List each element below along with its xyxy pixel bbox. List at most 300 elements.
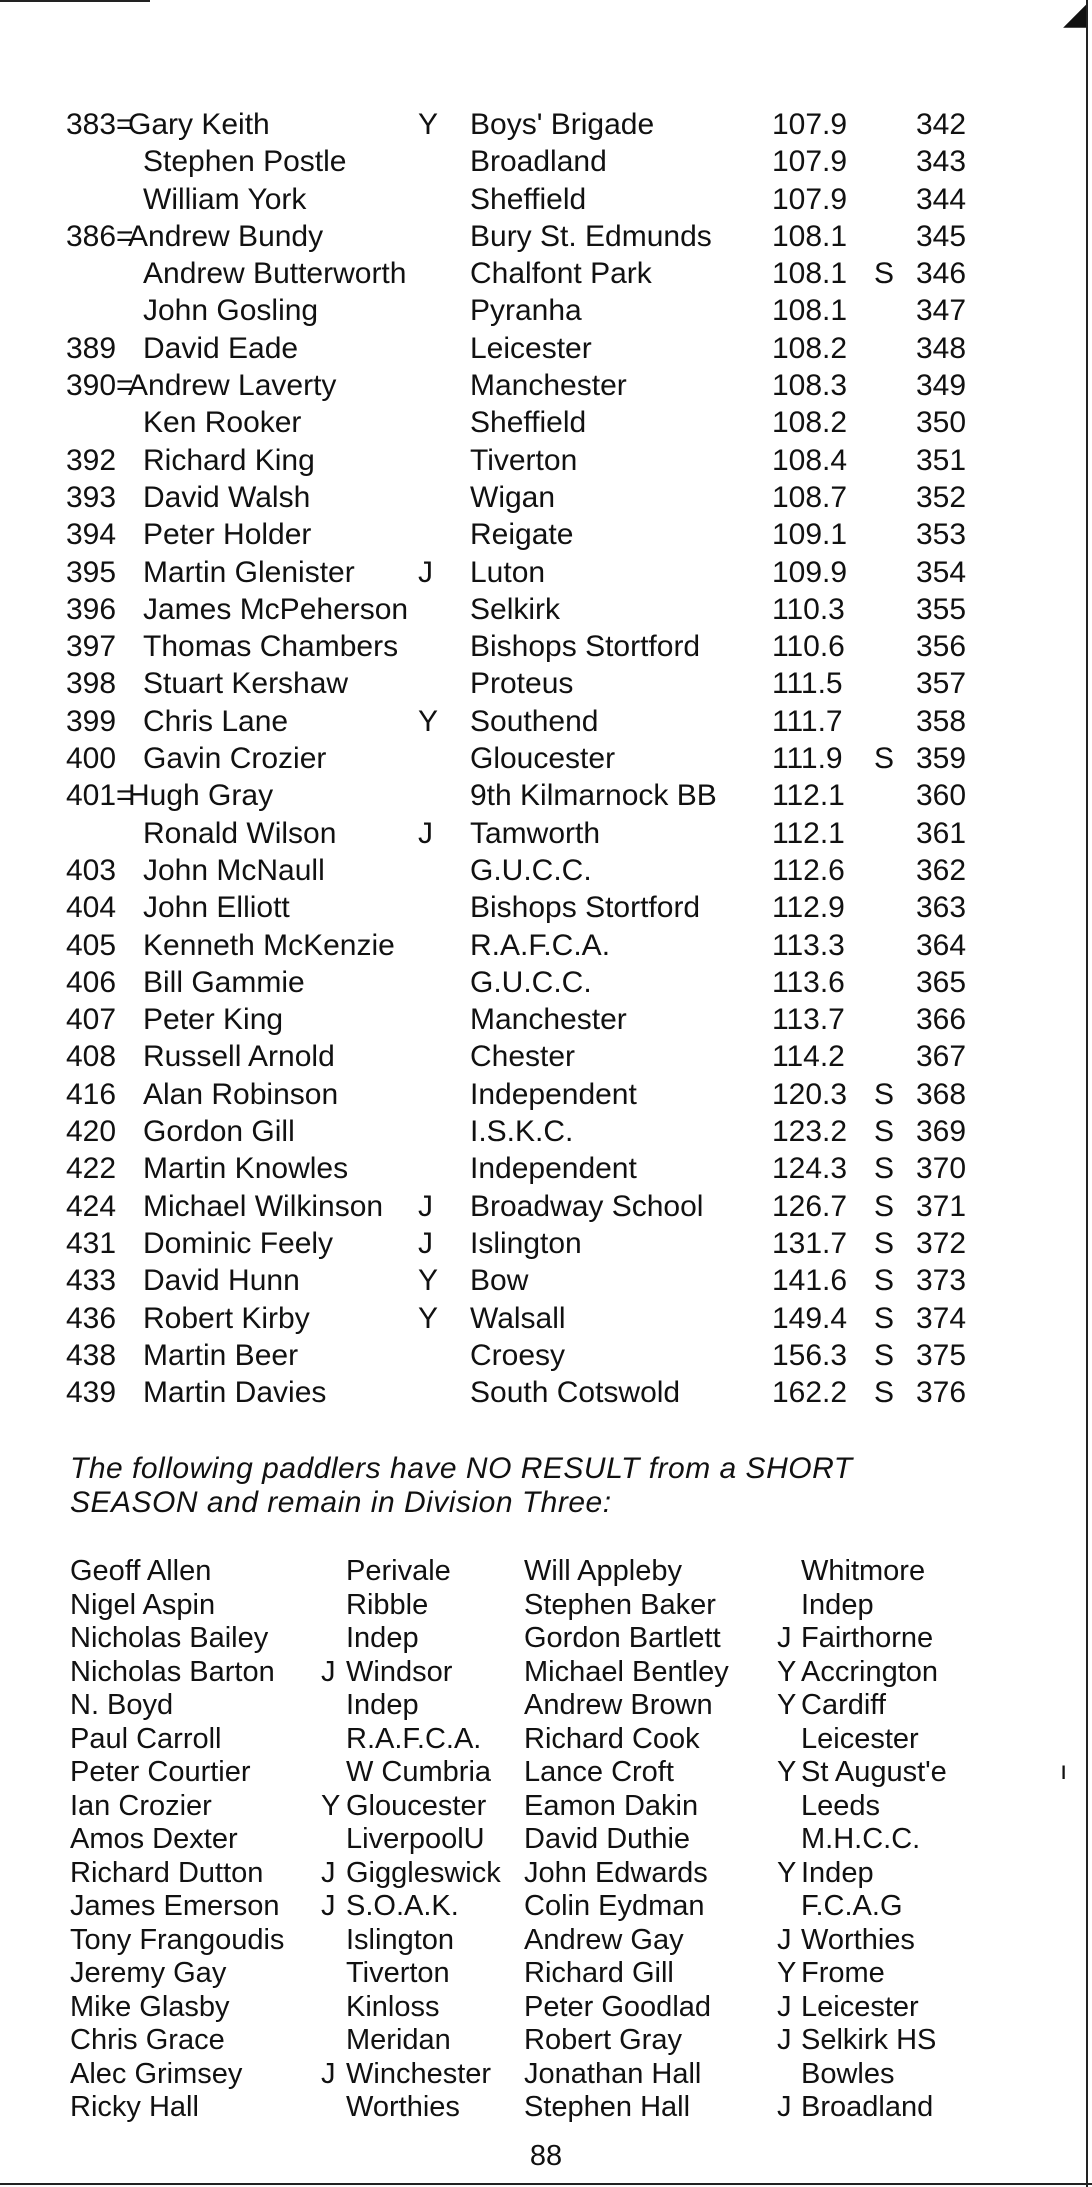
paddler-name: Stephen Baker (524, 1588, 716, 1621)
position-cell: 408 (66, 1040, 117, 1074)
paddler-name: Kenneth McKenzie (143, 928, 395, 962)
paddler-name: Stephen Postle (143, 145, 347, 179)
no-result-row (70, 1656, 1010, 1690)
paddler-name: James Emerson (70, 1890, 280, 1922)
club-cell: Fairthorne (801, 1622, 934, 1654)
club-cell: Indep (346, 1689, 419, 1721)
number-cell: 362 (916, 853, 967, 887)
club-cell: Bury St. Edmunds (470, 219, 712, 253)
position-cell: 431 (66, 1226, 117, 1260)
club-cell: Broadway School (470, 1189, 704, 1223)
number-cell: 350 (916, 406, 967, 440)
time-cell: 126.7 (772, 1189, 848, 1223)
club-cell: S.O.A.K. (346, 1890, 459, 1922)
number-cell: 372 (916, 1226, 967, 1260)
club-cell: Worthies (801, 1923, 915, 1956)
category-cell: J (777, 2024, 792, 2056)
flag-cell: S (874, 1189, 895, 1223)
time-cell: 110.3 (772, 592, 845, 626)
paddler-name: Jeremy Gay (70, 1957, 227, 1989)
club-cell: Leicester (470, 331, 592, 365)
category-cell: Y (418, 108, 439, 141)
club-cell: Tamworth (470, 816, 601, 850)
position-cell: 386= (66, 219, 134, 253)
paddler-name: Andrew Bundy (128, 219, 324, 253)
note-line-2: SEASON and remain in Division Three: (70, 1486, 612, 1519)
club-cell: Windsor (346, 1655, 453, 1688)
category-cell: Y (418, 1301, 439, 1335)
no-result-row (70, 1823, 1010, 1857)
position-cell: 420 (66, 1115, 117, 1149)
number-cell: 356 (916, 630, 967, 664)
club-cell: G.U.C.C. (470, 965, 592, 999)
category-cell: J (418, 555, 433, 589)
number-cell: 343 (916, 145, 967, 179)
position-cell: 394 (66, 518, 117, 552)
results-table (66, 106, 986, 1411)
flag-cell: S (874, 1115, 895, 1149)
category-cell: Y (777, 1957, 797, 1989)
time-cell: 120.3 (772, 1077, 848, 1111)
number-cell: 371 (916, 1189, 967, 1223)
club-cell: Tiverton (470, 443, 578, 477)
club-cell: Croesy (470, 1338, 566, 1372)
time-cell: 124.3 (772, 1152, 848, 1186)
number-cell: 342 (916, 108, 967, 141)
result-row (66, 1001, 986, 1038)
result-row (66, 740, 986, 777)
club-cell: Indep (801, 1856, 874, 1889)
club-cell: Meridan (346, 2024, 451, 2056)
category-cell: Y (777, 1655, 797, 1688)
club-cell: F.C.A.G (801, 1890, 903, 1922)
time-cell: 110.6 (772, 630, 845, 664)
paddler-name: Peter Goodlad (524, 1990, 712, 2023)
no-result-row (70, 1723, 1010, 1757)
paddler-name: Stephen Hall (524, 2091, 691, 2123)
club-cell: Broadland (470, 145, 607, 179)
result-row (66, 218, 986, 255)
club-cell: Southend (470, 704, 599, 738)
category-cell: Y (321, 1789, 341, 1822)
result-row (66, 1225, 986, 1262)
paddler-name: Will Appleby (524, 1555, 682, 1587)
paddler-name: Chris Lane (143, 704, 289, 738)
paddler-name: Martin Knowles (143, 1152, 349, 1186)
position-cell: 406 (66, 965, 117, 999)
club-cell: Accrington (801, 1655, 939, 1688)
position-cell: 399 (66, 704, 117, 738)
club-cell: Bowles (801, 2057, 895, 2090)
club-cell: Bishops Stortford (470, 630, 701, 664)
paddler-name: James McPeherson (143, 592, 409, 626)
flag-cell: S (874, 1226, 895, 1260)
result-row (66, 889, 986, 926)
note-line-1: The following paddlers have NO RESULT from a SHORT (70, 1452, 853, 1485)
number-cell: 344 (916, 182, 967, 216)
flag-cell: S (874, 1376, 895, 1410)
number-cell: 358 (916, 704, 967, 738)
number-cell: 353 (916, 518, 967, 552)
paddler-name: Lance Croft (524, 1756, 674, 1788)
time-cell: 112.9 (772, 891, 845, 925)
time-cell: 108.7 (772, 480, 848, 514)
time-cell: 123.2 (772, 1115, 848, 1149)
number-cell: 376 (916, 1376, 967, 1410)
result-row (66, 1300, 986, 1337)
paddler-name: Ronald Wilson (143, 816, 337, 850)
position-cell: 433 (66, 1264, 117, 1298)
paddler-name: Gordon Gill (143, 1115, 295, 1149)
club-cell: R.A.F.C.A. (346, 1722, 482, 1755)
corner-mark-icon: ◢ (1063, 0, 1087, 31)
paddler-name: John Elliott (143, 891, 290, 925)
number-cell: 368 (916, 1077, 967, 1111)
time-cell: 111.9 (772, 742, 843, 776)
club-cell: Leicester (801, 1990, 919, 2023)
paddler-name: Gavin Crozier (143, 742, 327, 776)
position-cell: 438 (66, 1338, 117, 1372)
club-cell: South Cotswold (470, 1376, 681, 1410)
position-cell: 383= (66, 108, 134, 141)
club-cell: LiverpoolU (346, 1823, 485, 1855)
position-cell: 397 (66, 630, 117, 664)
result-row (66, 1337, 986, 1374)
result-row (66, 777, 986, 814)
club-cell: Islington (470, 1226, 582, 1260)
club-cell: Proteus (470, 667, 574, 701)
number-cell: 373 (916, 1264, 967, 1298)
club-cell: St August'e (801, 1756, 947, 1788)
paddler-name: Chris Grace (70, 2024, 225, 2056)
time-cell: 108.1 (772, 257, 848, 291)
time-cell: 113.7 (772, 1003, 845, 1037)
no-result-note (70, 1452, 990, 1520)
time-cell: 162.2 (772, 1376, 848, 1410)
paddler-name: William York (143, 182, 307, 216)
paddler-name: Alan Robinson (143, 1077, 339, 1111)
club-cell: Giggleswick (346, 1856, 501, 1889)
category-cell: J (777, 1990, 792, 2023)
category-cell: Y (418, 1264, 439, 1298)
position-cell: 396 (66, 592, 117, 626)
number-cell: 348 (916, 331, 967, 365)
no-result-row (70, 1622, 1010, 1656)
result-row (66, 927, 986, 964)
club-cell: G.U.C.C. (470, 853, 592, 887)
result-row (66, 1076, 986, 1113)
paddler-name: N. Boyd (70, 1689, 174, 1721)
club-cell: Kinloss (346, 1990, 440, 2023)
paddler-name: Thomas Chambers (143, 630, 399, 664)
category-cell: J (321, 1856, 336, 1889)
result-row (66, 255, 986, 292)
no-result-row (70, 1857, 1010, 1891)
club-cell: Selkirk HS (801, 2024, 937, 2056)
position-cell: 439 (66, 1376, 117, 1410)
category-cell: J (418, 1189, 433, 1223)
number-cell: 365 (916, 965, 967, 999)
paddler-name: Ian Crozier (70, 1789, 212, 1822)
time-cell: 112.1 (772, 816, 845, 850)
category-cell: Y (777, 1856, 797, 1889)
club-cell: Manchester (470, 369, 627, 403)
club-cell: Ribble (346, 1588, 429, 1621)
no-result-row (70, 1689, 1010, 1723)
paddler-name: Dominic Feely (143, 1226, 334, 1260)
result-row (66, 1188, 986, 1225)
category-cell: Y (777, 1756, 797, 1788)
club-cell: Boys' Brigade (470, 108, 655, 141)
time-cell: 108.4 (772, 443, 848, 477)
club-cell: R.A.F.C.A. (470, 928, 611, 962)
no-result-row (70, 1924, 1010, 1958)
position-cell: 405 (66, 928, 117, 962)
club-cell: M.H.C.C. (801, 1823, 921, 1855)
no-result-list (70, 1555, 1010, 2125)
no-result-row (70, 2091, 1010, 2125)
stray-tick-mark: ı (1060, 1755, 1068, 1785)
club-cell: Bishops Stortford (470, 891, 701, 925)
club-cell: Indep (346, 1622, 419, 1654)
number-cell: 347 (916, 294, 967, 328)
flag-cell: S (874, 1264, 895, 1298)
category-cell: J (777, 2091, 792, 2123)
result-row (66, 404, 986, 441)
result-row (66, 516, 986, 553)
number-cell: 366 (916, 1003, 967, 1037)
position-cell: 392 (66, 443, 117, 477)
result-row (66, 628, 986, 665)
paddler-name: Nigel Aspin (70, 1588, 216, 1621)
right-edge-rule (1086, 0, 1088, 2187)
flag-cell: S (874, 1301, 895, 1335)
position-cell: 404 (66, 891, 117, 925)
time-cell: 113.3 (772, 928, 845, 962)
time-cell: 114.2 (772, 1040, 845, 1074)
paddler-name: Ken Rooker (143, 406, 302, 440)
result-row (66, 367, 986, 404)
category-cell: J (418, 1226, 433, 1260)
position-cell: 401= (66, 779, 134, 813)
club-cell: I.S.K.C. (470, 1115, 574, 1149)
position-cell: 416 (66, 1077, 117, 1111)
flag-cell: S (874, 1077, 895, 1111)
club-cell: Broadland (801, 2091, 934, 2123)
no-result-row (70, 1790, 1010, 1824)
result-row (66, 591, 986, 628)
result-row (66, 106, 986, 143)
no-result-row (70, 1991, 1010, 2025)
club-cell: Manchester (470, 1003, 627, 1037)
bottom-rule (0, 2183, 1092, 2185)
paddler-name: Hugh Gray (128, 779, 274, 813)
club-cell: Bow (470, 1264, 529, 1298)
number-cell: 354 (916, 555, 967, 589)
time-cell: 156.3 (772, 1338, 848, 1372)
position-cell: 395 (66, 555, 117, 589)
time-cell: 112.1 (772, 779, 845, 813)
paddler-name: Amos Dexter (70, 1823, 238, 1855)
page-number: 88 (529, 2140, 563, 2172)
result-row (66, 665, 986, 702)
category-cell: J (777, 1923, 792, 1956)
club-cell: Whitmore (801, 1555, 926, 1587)
club-cell: 9th Kilmarnock BB (470, 779, 717, 813)
number-cell: 359 (916, 742, 967, 776)
flag-cell: S (874, 1152, 895, 1186)
category-cell: J (418, 816, 433, 850)
number-cell: 349 (916, 369, 967, 403)
paddler-name: Bill Gammie (143, 965, 305, 999)
paddler-name: Colin Eydman (524, 1890, 705, 1922)
position-cell: 398 (66, 667, 117, 701)
paddler-name: Gary Keith (128, 108, 270, 141)
club-cell: Wigan (470, 480, 556, 514)
time-cell: 107.9 (772, 182, 848, 216)
category-cell: J (321, 2057, 336, 2090)
club-cell: Luton (470, 555, 546, 589)
paddler-name: Richard Dutton (70, 1856, 264, 1889)
result-row (66, 330, 986, 367)
paddler-name: Andrew Brown (524, 1689, 713, 1721)
club-cell: Islington (346, 1923, 455, 1956)
result-row (66, 1113, 986, 1150)
time-cell: 108.1 (772, 219, 848, 253)
number-cell: 361 (916, 816, 967, 850)
paddler-name: Richard King (143, 443, 315, 477)
no-result-row (70, 2024, 1010, 2058)
no-result-row (70, 1756, 1010, 1790)
time-cell: 107.9 (772, 145, 848, 179)
paddler-name: David Duthie (524, 1823, 691, 1855)
number-cell: 352 (916, 480, 967, 514)
paddler-name: Robert Kirby (143, 1301, 310, 1335)
category-cell: Y (418, 704, 439, 738)
time-cell: 107.9 (772, 108, 848, 141)
paddler-name: Martin Glenister (143, 555, 355, 589)
time-cell: 108.2 (772, 406, 848, 440)
paddler-name: Andrew Laverty (128, 369, 337, 403)
club-cell: Tiverton (346, 1957, 450, 1989)
time-cell: 131.7 (772, 1226, 848, 1260)
paddler-name: John Edwards (524, 1856, 708, 1889)
club-cell: Chester (470, 1040, 576, 1074)
paddler-name: Martin Davies (143, 1376, 327, 1410)
paddler-name: Andrew Gay (524, 1923, 684, 1956)
paddler-name: Russell Arnold (143, 1040, 335, 1074)
time-cell: 111.5 (772, 667, 843, 701)
club-cell: Sheffield (470, 182, 587, 216)
club-cell: Independent (470, 1077, 637, 1111)
paddler-name: David Walsh (143, 480, 311, 514)
position-cell: 403 (66, 853, 117, 887)
result-row (66, 479, 986, 516)
number-cell: 363 (916, 891, 967, 925)
number-cell: 364 (916, 928, 967, 962)
time-cell: 109.1 (772, 518, 848, 552)
no-result-row (70, 2058, 1010, 2092)
result-row (66, 442, 986, 479)
no-result-row (70, 1589, 1010, 1623)
result-row (66, 1038, 986, 1075)
paddler-name: David Hunn (143, 1264, 300, 1298)
paddler-name: Geoff Allen (70, 1555, 212, 1587)
club-cell: Gloucester (470, 742, 616, 776)
position-cell: 424 (66, 1189, 117, 1223)
paddler-name: Richard Gill (524, 1957, 674, 1989)
club-cell: Frome (801, 1957, 885, 1989)
result-row (66, 1262, 986, 1299)
time-cell: 108.2 (772, 331, 848, 365)
time-cell: 112.6 (772, 853, 845, 887)
time-cell: 113.6 (772, 965, 845, 999)
paddler-name: Michael Bentley (524, 1655, 729, 1688)
paddler-name: Eamon Dakin (524, 1789, 699, 1822)
club-cell: Walsall (470, 1301, 566, 1335)
top-rule (0, 0, 150, 2)
no-result-row (70, 1555, 1010, 1589)
club-cell: Selkirk (470, 592, 561, 626)
flag-cell: S (874, 1338, 895, 1372)
paddler-name: John McNaull (143, 853, 325, 887)
paddler-name: Gordon Bartlett (524, 1622, 721, 1654)
flag-cell: S (874, 742, 895, 776)
number-cell: 355 (916, 592, 967, 626)
position-cell: 436 (66, 1301, 117, 1335)
club-cell: Chalfont Park (470, 257, 652, 291)
position-cell: 389 (66, 331, 117, 365)
number-cell: 374 (916, 1301, 967, 1335)
number-cell: 346 (916, 257, 967, 291)
result-row (66, 1150, 986, 1187)
position-cell: 390= (66, 369, 134, 403)
flag-cell: S (874, 257, 895, 291)
time-cell: 109.9 (772, 555, 848, 589)
paddler-name: Andrew Butterworth (143, 257, 407, 291)
category-cell: J (321, 1890, 336, 1922)
result-row (66, 703, 986, 740)
paddler-name: John Gosling (143, 294, 319, 328)
number-cell: 375 (916, 1338, 967, 1372)
club-cell: Gloucester (346, 1789, 487, 1822)
club-cell: Cardiff (801, 1689, 886, 1721)
paddler-name: Jonathan Hall (524, 2057, 702, 2090)
paddler-name: Richard Cook (524, 1722, 700, 1755)
time-cell: 149.4 (772, 1301, 848, 1335)
time-cell: 141.6 (772, 1264, 848, 1298)
club-cell: Pyranha (470, 294, 582, 328)
time-cell: 108.1 (772, 294, 848, 328)
club-cell: Worthies (346, 2091, 460, 2123)
position-cell: 393 (66, 480, 117, 514)
category-cell: Y (777, 1689, 797, 1721)
paddler-name: Peter Courtier (70, 1756, 251, 1788)
number-cell: 357 (916, 667, 967, 701)
paddler-name: Paul Carroll (70, 1722, 222, 1755)
paddler-name: Robert Gray (524, 2024, 682, 2056)
paddler-name: Ricky Hall (70, 2091, 199, 2123)
number-cell: 345 (916, 219, 967, 253)
club-cell: Independent (470, 1152, 637, 1186)
result-row (66, 1374, 986, 1411)
category-cell: J (321, 1655, 336, 1688)
number-cell: 351 (916, 443, 967, 477)
paddler-name: Michael Wilkinson (143, 1189, 384, 1223)
club-cell: Sheffield (470, 406, 587, 440)
result-row (66, 292, 986, 329)
no-result-row (70, 1957, 1010, 1991)
